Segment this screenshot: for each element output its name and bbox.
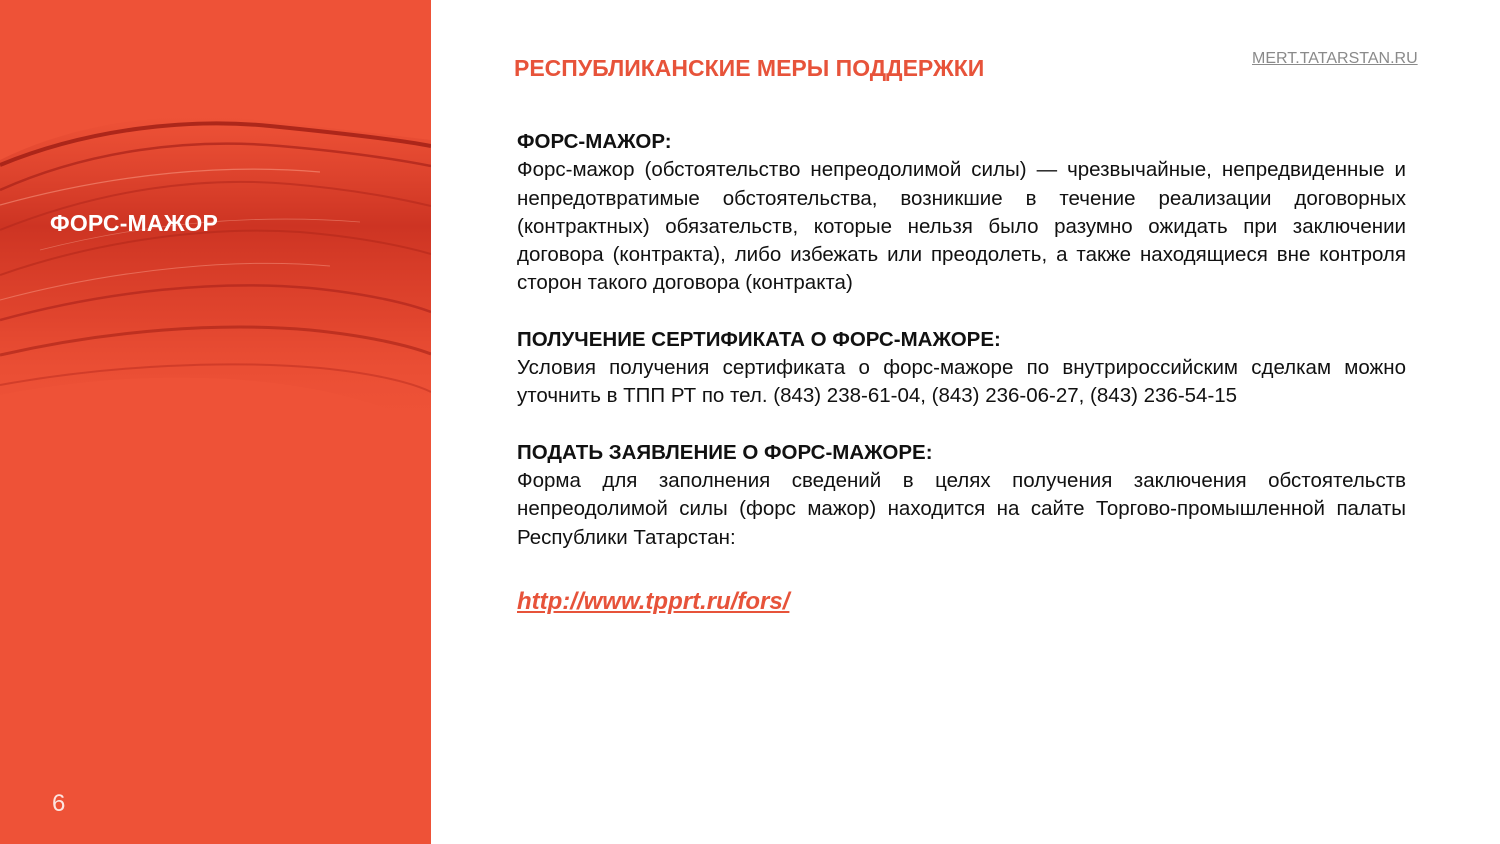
block-text: Условия получения сертификата о форс-мажоре по внутрироссийским сделкам можно уточнить в ТПП РТ по тел. (843) 238-61-04, (843) 236-06-27, (843) 236-54-15 [517, 356, 1406, 408]
block-text: Форс-мажор (обстоятельство непреодолимой силы) — чрезвычайные, непредвиденные и непредотвратимые обстоятельства, возникшие в течение реализации договорных (контрактных) обязательств, которые нельзя было разумно ожидать при заключении договора (контракта), либо избежать или преодолеть, а также находящиеся вне контроля сторон такого договора (контракта) [517, 158, 1406, 295]
tpprt-link[interactable]: http://www.tpprt.ru/fors/ [517, 587, 790, 615]
block-force-majeure [517, 128, 1406, 298]
block-heading: ПОЛУЧЕНИЕ СЕРТИФИКАТА О ФОРС-МАЖОРЕ: [517, 327, 1001, 351]
site-link[interactable]: MERT.TATARSTAN.RU [1252, 50, 1418, 67]
block-heading: ПОДАТЬ ЗАЯВЛЕНИЕ О ФОРС-МАЖОРЕ: [517, 440, 933, 464]
page-number: 6 [52, 790, 66, 817]
decorative-wave-image [0, 0, 431, 844]
left-panel [0, 0, 431, 844]
block-application [517, 439, 1406, 552]
section-label: ФОРС-МАЖОР [50, 210, 219, 236]
block-heading: ФОРС-МАЖОР: [517, 130, 672, 153]
page-title: РЕСПУБЛИКАНСКИЕ МЕРЫ ПОДДЕРЖКИ [514, 55, 985, 81]
block-text: Форма для заполнения сведений в целях получения заключения обстоятельств непреодолимой силы (форс мажор) находится на сайте Торгово-промышленной палаты Республики Татарстан: [517, 468, 1406, 549]
content-area [517, 128, 1406, 617]
block-certificate [517, 326, 1406, 411]
